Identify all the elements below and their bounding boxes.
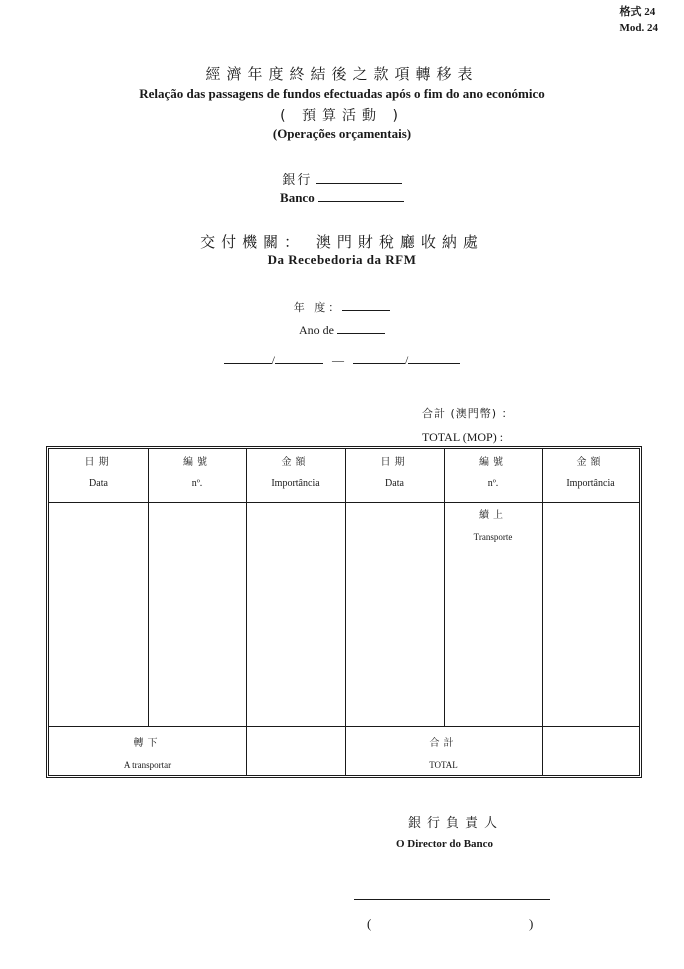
director-zh: 銀行負責人 bbox=[408, 816, 504, 831]
col-header-number-2-pt: nº. bbox=[487, 478, 499, 489]
year-field-zh[interactable] bbox=[342, 310, 390, 311]
period-end-day-field[interactable] bbox=[353, 363, 405, 364]
col-header-date-2-pt: Data bbox=[385, 478, 404, 489]
year-label-zh: 年 度： bbox=[293, 301, 343, 314]
agency-zh: 交付機關： 澳門財稅廳收納處 bbox=[200, 233, 484, 251]
total-header-zh-text: 合計 (澳門幣) ： bbox=[422, 407, 514, 420]
bank-label-zh: 銀行 bbox=[282, 173, 313, 188]
transport-in-pt: Transporte bbox=[473, 532, 513, 542]
title-zh: 經濟年度終結後之款項轉移表 bbox=[205, 65, 479, 83]
carry-forward-pt: A transportar bbox=[123, 760, 172, 770]
col-header-amount-2 bbox=[542, 455, 639, 492]
subtitle-zh: ( 預算活動 ) bbox=[280, 108, 404, 124]
col-header-date-1-zh: 日期 bbox=[84, 457, 113, 468]
col-header-number-1 bbox=[148, 455, 246, 492]
ledger-table bbox=[46, 446, 642, 778]
director-pt: O Director do Banco bbox=[396, 838, 494, 850]
period-end-slash: / bbox=[405, 353, 409, 367]
col-header-number-1-zh: 編號 bbox=[183, 457, 211, 468]
total-label bbox=[345, 737, 542, 772]
period-dash: — bbox=[332, 353, 344, 367]
col-header-date-1 bbox=[49, 455, 148, 492]
col-header-number-1-pt: nº. bbox=[191, 478, 203, 489]
body-cell-amount-2[interactable] bbox=[543, 503, 639, 726]
transport-in-label bbox=[444, 509, 542, 544]
col-header-date-1-pt: Data bbox=[89, 478, 108, 489]
period-row bbox=[0, 353, 684, 368]
year-zh-row bbox=[0, 299, 684, 315]
total-pt: TOTAL bbox=[429, 760, 458, 770]
form-code-pt: Mod. 24 bbox=[619, 22, 658, 34]
col-header-amount-1 bbox=[246, 455, 345, 492]
col-header-date-2-zh: 日期 bbox=[380, 457, 409, 468]
subtitle-pt: (Operações orçamentais) bbox=[272, 126, 412, 141]
total-header-pt: TOTAL (MOP) : bbox=[422, 430, 504, 444]
period-start-month-field[interactable] bbox=[275, 363, 323, 364]
signature-name-paren-close: ) bbox=[529, 916, 534, 931]
form-code bbox=[620, 4, 659, 36]
year-field-pt[interactable] bbox=[337, 333, 385, 334]
transport-in-zh: 續上 bbox=[479, 510, 507, 521]
agency-pt: Da Recebedoria da RFM bbox=[267, 252, 417, 267]
period-end-month-field[interactable] bbox=[408, 363, 460, 364]
col-header-amount-1-zh: 金額 bbox=[281, 457, 310, 468]
carry-forward-zh: 轉下 bbox=[133, 738, 162, 749]
col-header-number-2-zh: 編號 bbox=[479, 457, 507, 468]
form-code-zh: 格式 24 bbox=[619, 6, 656, 18]
bank-name-field-pt[interactable] bbox=[318, 201, 404, 202]
carry-forward-amount-cell[interactable] bbox=[247, 727, 345, 775]
carry-forward-label bbox=[49, 737, 246, 772]
body-cell-date-1[interactable] bbox=[49, 503, 148, 726]
bank-zh-row bbox=[0, 169, 684, 188]
body-cell-amount-1[interactable] bbox=[247, 503, 345, 726]
col-header-amount-2-zh: 金額 bbox=[576, 457, 605, 468]
body-cell-date-2[interactable] bbox=[346, 503, 444, 726]
body-cell-number-1[interactable] bbox=[149, 503, 246, 726]
col-header-number-2 bbox=[444, 455, 542, 492]
year-label-pt: Ano de bbox=[299, 323, 334, 337]
col-header-amount-2-pt: Importância bbox=[566, 478, 615, 489]
period-start-slash: / bbox=[271, 353, 275, 367]
title-pt: Relação das passagens de fundos efectuadas após o fim do ano económico bbox=[139, 86, 545, 101]
col-header-amount-1-pt: Importância bbox=[271, 478, 320, 489]
total-zh: 合計 bbox=[429, 738, 458, 749]
period-start-day-field[interactable] bbox=[224, 363, 272, 364]
signature-line[interactable] bbox=[354, 899, 550, 900]
bank-pt-row bbox=[0, 190, 684, 206]
total-header-zh bbox=[422, 405, 514, 421]
year-pt-row bbox=[0, 323, 684, 338]
col-header-date-2 bbox=[345, 455, 444, 492]
signature-name-paren-open: ( bbox=[367, 916, 372, 931]
bank-label-pt: Banco bbox=[280, 190, 315, 205]
total-amount-cell[interactable] bbox=[543, 727, 639, 775]
bank-name-field-zh[interactable] bbox=[316, 183, 402, 184]
